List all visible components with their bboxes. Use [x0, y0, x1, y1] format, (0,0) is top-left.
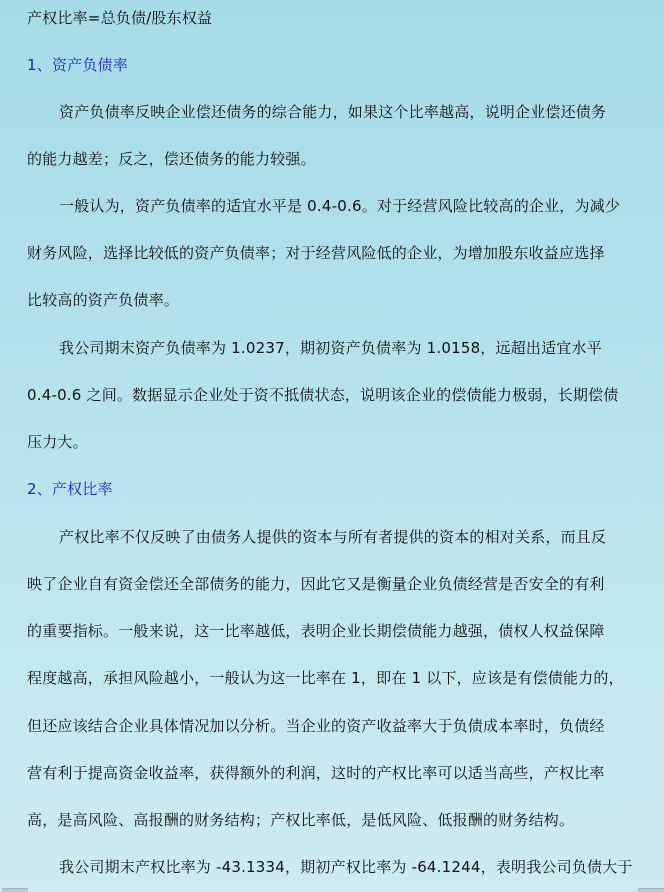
paragraph-line: 高，是高风险、高报酬的财务结构；产权比率低，是低风险、低报酬的财务结构。: [27, 811, 575, 829]
paragraph-line: 营有利于提高资金收益率，获得额外的利润，这时的产权比率可以适当高些，产权比率: [27, 764, 605, 782]
formula-text: 产权比率=总负债/股东权益: [27, 9, 213, 27]
paragraph-line: 压力大。: [27, 433, 88, 451]
paragraph-line: 一般认为，资产负债率的适宜水平是 0.4-0.6。对于经营风险比较高的企业，为减少: [59, 197, 621, 215]
paragraph-line: 但还应该结合企业具体情况加以分析。当企业的资产收益率大于负债成本率时，负债经: [27, 717, 605, 735]
paragraph-line: 映了企业自有资金偿还全部债务的能力，因此它又是衡量企业负债经营是否安全的有利: [27, 575, 605, 593]
paragraph-line: 程度越高，承担风险越小，一般认为这一比率在 1，即在 1 以下，应该是有偿债能力的，: [27, 669, 624, 687]
paragraph-line: 财务风险，选择比较低的资产负债率；对于经营风险低的企业，为增加股东收益应选择: [27, 244, 605, 262]
paragraph-line: 0.4-0.6 之间。数据显示企业处于资不抵债状态，说明该企业的偿债能力极弱，长期偿债: [27, 386, 619, 404]
paragraph-line: 产权比率不仅反映了由债务人提供的资本与所有者提供的资本的相对关系，而且反: [59, 528, 607, 546]
paragraph-line: 比较高的资产负债率。: [27, 291, 180, 309]
paragraph-line: 的能力越差；反之，偿还债务的能力较强。: [27, 150, 316, 168]
paragraph-line: 我公司期末产权比率为 -43.1334，期初产权比率为 -64.1244，表明我公司负债大于: [59, 858, 633, 876]
bottom-right-edge-marker: [638, 888, 664, 892]
paragraph-line: 资产负债率反映企业偿还债务的综合能力，如果这个比率越高，说明企业偿还债务: [59, 103, 607, 121]
section-heading-equity-ratio: 2、产权比率: [27, 480, 113, 498]
paragraph-line: 我公司期末资产负债率为 1.0237，期初资产负债率为 1.0158，远超出适宜水平: [59, 339, 602, 357]
paragraph-line: 的重要指标。一般来说，这一比率越低，表明企业长期偿债能力越强，债权人权益保障: [27, 622, 605, 640]
bottom-left-edge-marker: [2, 888, 28, 892]
section-heading-debt-ratio: 1、资产负债率: [27, 56, 128, 74]
